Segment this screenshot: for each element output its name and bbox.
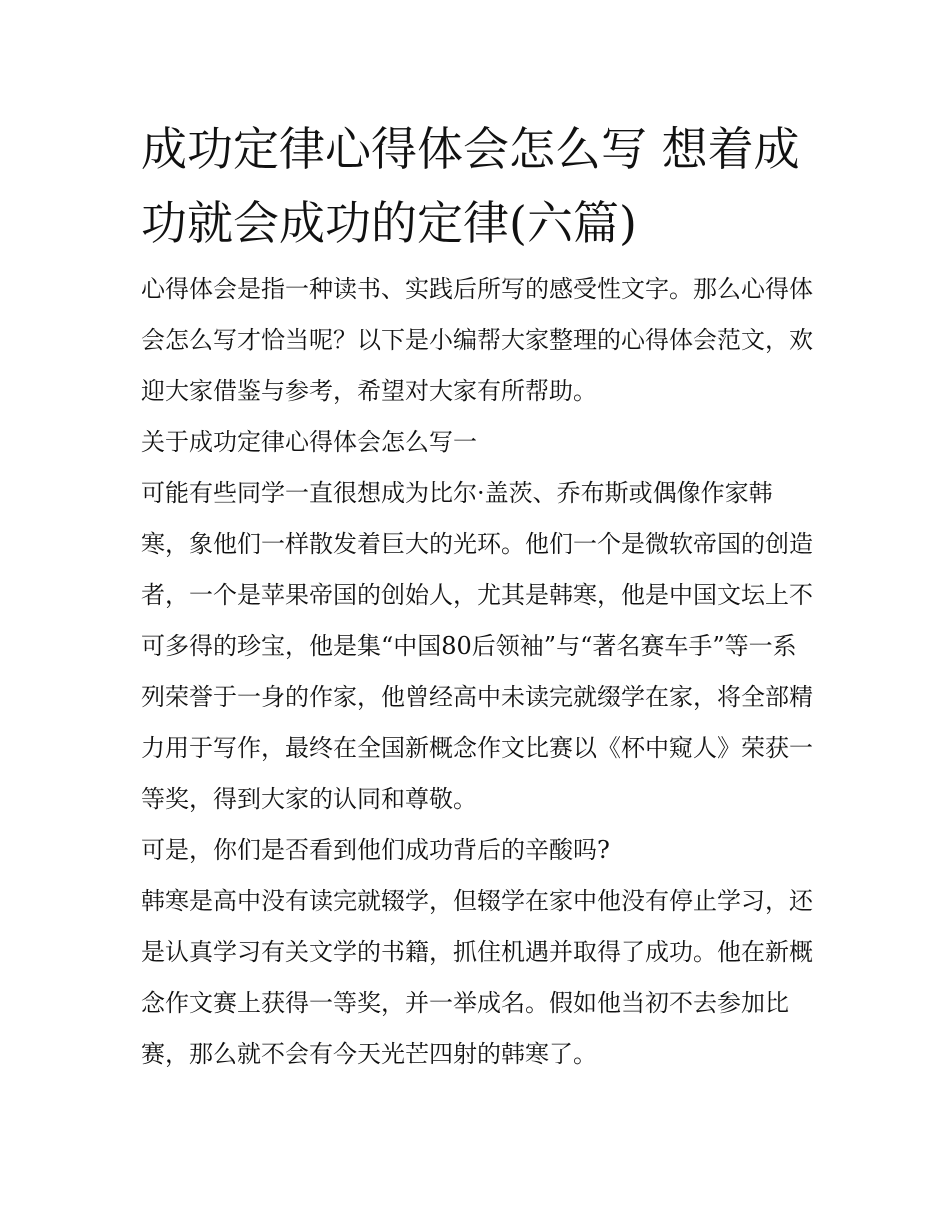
body-paragraph: 韩寒是高中没有读完就辍学，但辍学在家中他没有停止学习，还是认真学习有关文学的书籍，抓住机遇并取得了成功。他在新概念作文赛上获得一等奖，并一举成名。假如他当初不去参加比赛，那么就不会有今天光芒四射的韩寒了。 bbox=[141, 887, 813, 1068]
body-paragraph: 可能有些同学一直很想成为比尔·盖茨、乔布斯或偶像作家韩寒，象他们一样散发着巨大的光环。他们一个是微软帝国的创造者，一个是苹果帝国的创始人，尤其是韩寒，他是中国文坛上不可多得的珍宝，他是集“中国80后领袖”与“著名赛车手”等一系列荣誉于一身的作家，他曾经高中未读完就缀学在家，将全部精力用于写作，最终在全国新概念作文比赛以《杯中窥人》荣获一等奖，得到大家的认同和尊敬。 bbox=[141, 479, 813, 813]
intro-paragraph: 心得体会是指一种读书、实践后所写的感受性文字。那么心得体会怎么写才恰当呢？以下是小编帮大家整理的心得体会范文，欢迎大家借鉴与参考，希望对大家有所帮助。 bbox=[141, 275, 813, 405]
body-paragraph: 可是，你们是否看到他们成功背后的辛酸吗? bbox=[141, 836, 610, 864]
document-body bbox=[141, 112, 813, 1080]
section-heading: 关于成功定律心得体会怎么写一 bbox=[141, 428, 477, 456]
document-title: 成功定律心得体会怎么写 想着成功就会成功的定律(六篇) bbox=[141, 122, 800, 250]
